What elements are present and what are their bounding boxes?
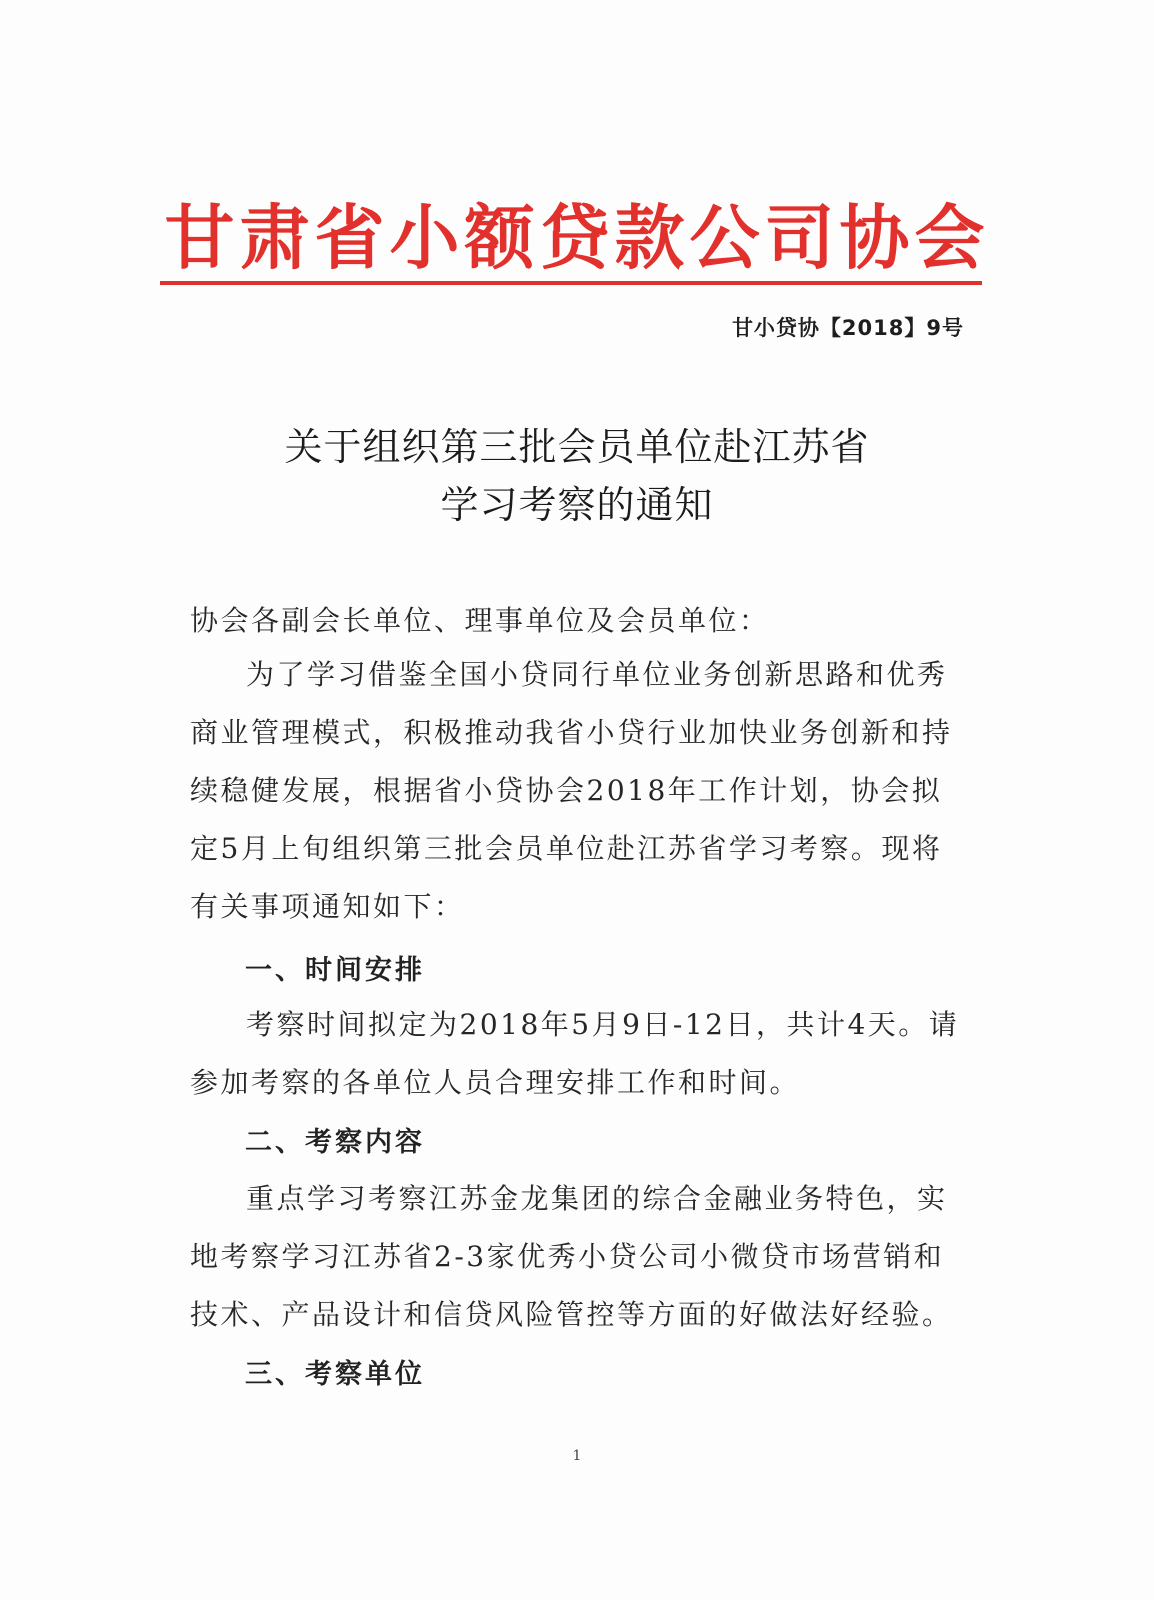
section-heading-content: 二、考察内容 [245, 1127, 425, 1158]
page-number: 1 [572, 1448, 582, 1464]
document-title-line-1: 关于组织第三批会员单位赴江苏省 [284, 425, 870, 469]
document-title [0, 418, 1154, 534]
salutation: 协会各副会长单位、理事单位及会员单位： [190, 604, 770, 637]
section-paragraph-time: 考察时间拟定为2018年5月9日-12日，共计4天。请参加考察的各单位人员合理安排工作和时间。 [190, 1008, 960, 1099]
document-number: 甘小贷协【2018】9号 [731, 316, 964, 340]
document-title-line-2: 学习考察的通知 [440, 483, 714, 527]
organization-header: 甘肃省小额贷款公司协会 [164, 196, 990, 279]
section-paragraph-content: 重点学习考察江苏金龙集团的综合金融业务特色，实地考察学习江苏省2-3家优秀小贷公司小微贷市场营销和技术、产品设计和信贷风险管控等方面的好做法好经验。 [190, 1182, 953, 1331]
section-heading-units: 三、考察单位 [245, 1359, 425, 1390]
intro-paragraph: 为了学习借鉴全国小贷同行单位业务创新思路和优秀商业管理模式，积极推动我省小贷行业加快业务创新和持续稳健发展，根据省小贷协会2018年工作计划，协会拟定5月上旬组织第三批会员单位赴江苏省学习考察。现将有关事项通知如下： [190, 658, 953, 923]
section-heading-time: 一、时间安排 [245, 955, 425, 986]
header-red-rule [160, 281, 982, 285]
